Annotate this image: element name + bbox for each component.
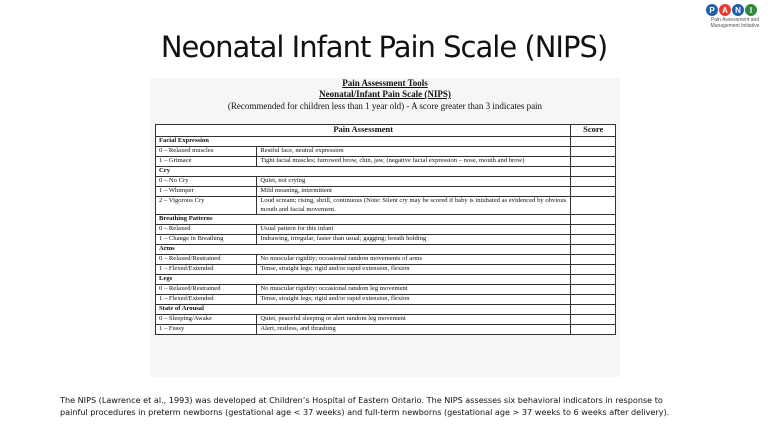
table-body xyxy=(156,137,616,335)
section-name: State of Arousal xyxy=(156,305,571,315)
table-row xyxy=(156,315,616,325)
score-cell xyxy=(571,225,616,235)
score-cell xyxy=(571,285,616,295)
indicator-level: 1 – Grimace xyxy=(156,157,257,167)
section-name: Facial Expression xyxy=(156,137,571,147)
indicator-description: Indrawing, irregular, faster than usual; gagging; breath holding xyxy=(257,235,571,245)
table-row xyxy=(156,235,616,245)
indicator-level: 1 – Flexed/Extended xyxy=(156,295,257,305)
table-row xyxy=(156,187,616,197)
nips-document xyxy=(150,78,620,377)
section-header-row xyxy=(156,245,616,255)
table-row xyxy=(156,177,616,187)
logo-letter: P xyxy=(706,4,718,16)
col-header-assessment: Pain Assessment xyxy=(156,125,571,137)
table-row xyxy=(156,265,616,275)
table-row xyxy=(156,157,616,167)
logo-tagline-line-1: Pain Assessment and xyxy=(710,17,760,23)
table-row xyxy=(156,225,616,235)
score-cell xyxy=(571,167,616,177)
section-name: Cry xyxy=(156,167,571,177)
table-row xyxy=(156,325,616,335)
table-header-row xyxy=(156,125,616,137)
section-name: Legs xyxy=(156,275,571,285)
indicator-description: Quiet, peaceful sleeping or alert random leg movement xyxy=(257,315,571,325)
score-cell xyxy=(571,147,616,157)
indicator-level: 0 – Relaxed/Restrained xyxy=(156,285,257,295)
section-header-row xyxy=(156,167,616,177)
logo-letters xyxy=(706,4,764,16)
section-header-row xyxy=(156,215,616,225)
doc-heading-2: Neonatal/Infant Pain Scale (NIPS) xyxy=(319,89,451,99)
footnote xyxy=(60,394,760,418)
score-cell xyxy=(571,235,616,245)
score-cell xyxy=(571,265,616,275)
indicator-description: Restful face, neutral expression xyxy=(257,147,571,157)
section-name: Arms xyxy=(156,245,571,255)
indicator-level: 2 – Vigorous Cry xyxy=(156,197,257,215)
indicator-level: 0 – Sleeping/Awake xyxy=(156,315,257,325)
indicator-description: Usual pattern for this infant xyxy=(257,225,571,235)
indicator-description: Alert, restless, and thrashing xyxy=(257,325,571,335)
indicator-level: 0 – Relaxed muscles xyxy=(156,147,257,157)
section-header-row xyxy=(156,305,616,315)
section-name: Breathing Patterns xyxy=(156,215,571,225)
indicator-level: 0 – Relaxed/Restrained xyxy=(156,255,257,265)
section-header-row xyxy=(156,275,616,285)
score-cell xyxy=(571,157,616,167)
table-row xyxy=(156,295,616,305)
score-cell xyxy=(571,197,616,215)
score-cell xyxy=(571,255,616,265)
logo-tagline xyxy=(706,17,764,29)
score-cell xyxy=(571,137,616,147)
score-cell xyxy=(571,177,616,187)
footnote-line-1: The NIPS (Lawrence et al., 1993) was developed at Children’s Hospital of Eastern Ontario. The NIPS assesses six behavioral indicators in response to xyxy=(60,395,663,405)
indicator-description: Tense, straight legs; rigid and/or rapid extension, flexion xyxy=(257,265,571,275)
doc-heading-1: Pain Assessment Tools xyxy=(342,78,428,88)
score-cell xyxy=(571,245,616,255)
indicator-description: Loud scream; rising, shrill, continuous (Note: Silent cry may be scored if baby is intubated as evidenced by obvious mouth and facial movement. xyxy=(257,197,571,215)
footnote-line-2: painful procedures in preterm newborns (gestational age < 37 weeks) and full-term newborns (gestational age > 37 weeks to 6 weeks after delivery). xyxy=(60,407,670,417)
score-cell xyxy=(571,215,616,225)
table-row xyxy=(156,147,616,157)
table-row xyxy=(156,255,616,265)
score-cell xyxy=(571,275,616,285)
doc-subtitle: (Recommended for children less than 1 year old) - A score greater than 3 indicates pain xyxy=(227,101,543,111)
indicator-level: 1 – Fussy xyxy=(156,325,257,335)
slide-title: Neonatal Infant Pain Scale (NIPS) xyxy=(160,30,608,64)
indicator-description: No muscular rigidity; occasional random movements of arms xyxy=(257,255,571,265)
indicator-description: Tight facial muscles; furrowed brow, chin, jaw, (negative facial expression – nose, mouth and brow) xyxy=(257,157,571,167)
score-cell xyxy=(571,295,616,305)
indicator-level: 0 – Relaxed xyxy=(156,225,257,235)
indicator-level: 1 – Flexed/Extended xyxy=(156,265,257,275)
pain-assessment-table xyxy=(155,124,616,335)
table-row xyxy=(156,197,616,215)
score-cell xyxy=(571,187,616,197)
logo-letter: N xyxy=(732,4,744,16)
score-cell xyxy=(571,325,616,335)
table-row xyxy=(156,285,616,295)
logo-letter: I xyxy=(745,4,757,16)
indicator-description: Quiet, not crying xyxy=(257,177,571,187)
indicator-level: 1 – Change in Breathing xyxy=(156,235,257,245)
score-cell xyxy=(571,315,616,325)
indicator-description: Mild moaning, intermittent xyxy=(257,187,571,197)
indicator-description: No muscular rigidity; occasional random leg movement xyxy=(257,285,571,295)
indicator-description: Tense, straight legs; rigid and/or rapid extension, flexion xyxy=(257,295,571,305)
col-header-score: Score xyxy=(571,125,616,137)
indicator-level: 0 – No Cry xyxy=(156,177,257,187)
section-header-row xyxy=(156,137,616,147)
indicator-level: 1 – Whimper xyxy=(156,187,257,197)
logo-letter: A xyxy=(719,4,731,16)
logo-tagline-line-2: Management Initiative xyxy=(710,23,760,29)
score-cell xyxy=(571,305,616,315)
